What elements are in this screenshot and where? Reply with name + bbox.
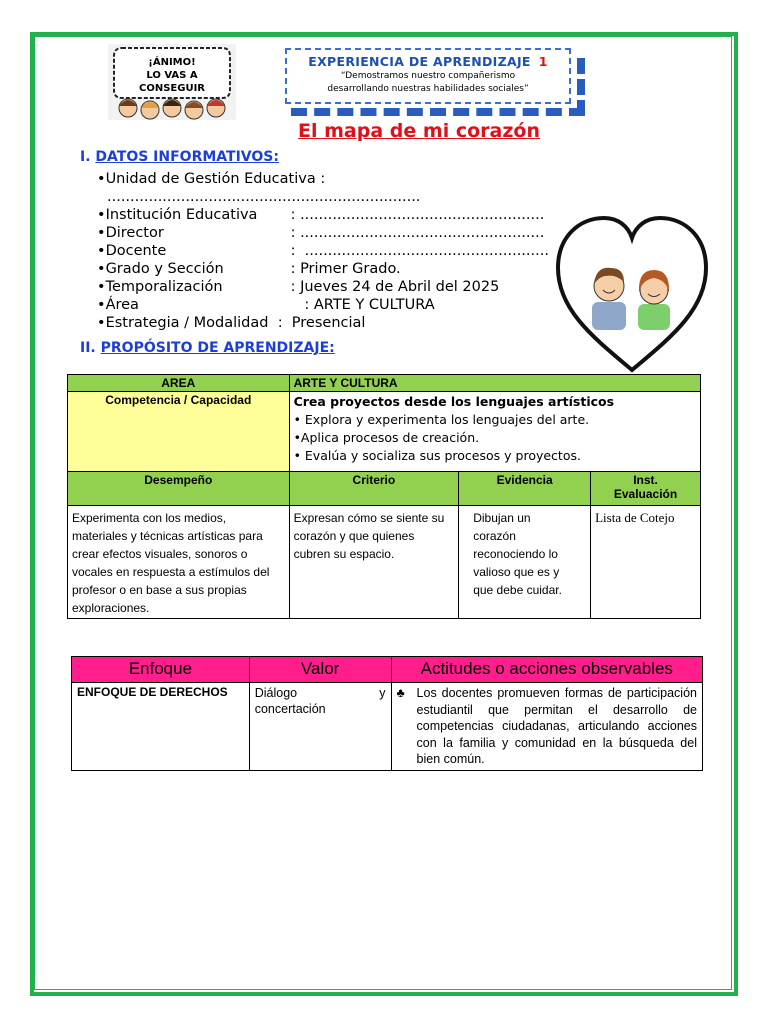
experience-title: EXPERIENCIA DE APRENDIZAJE 1 [308, 54, 548, 69]
competencia-label: Competencia / Capacidad [68, 392, 290, 472]
actitud-text: Los docentes promueven formas de participación estudiantil que permitan el desarrollo de competencias ciudadanas, articulando acciones con la familia y comunidad en la búsqueda del bien común. [416, 686, 697, 766]
capacity-item: • Evalúa y socializa sus procesos y proyectos. [293, 448, 581, 463]
header-evidencia: Evidencia [459, 472, 591, 506]
area-label: AREA [68, 375, 290, 392]
experience-number: 1 [538, 54, 548, 69]
proposito-table [67, 374, 701, 619]
enfoque-table [71, 656, 703, 771]
section-heading-proposito: II. PROPÓSITO DE APRENDIZAJE: [80, 340, 335, 356]
header-enfoque: Enfoque [72, 657, 250, 683]
badge-line-2: LO VAS A [146, 70, 198, 81]
capacity-item: •Aplica procesos de creación. [293, 430, 480, 445]
enfoque-cell: ENFOQUE DE DERECHOS [72, 683, 250, 771]
encouragement-badge [108, 44, 236, 120]
info-item-institucion: •Institución Educativa : ..................................................... [97, 207, 545, 223]
header-actitudes: Actitudes o acciones observables [391, 657, 702, 683]
info-item-temporalizacion: •Temporalización : Jueves 24 de Abril del 2025 [97, 279, 500, 295]
heart-friends-illustration [554, 210, 710, 378]
experience-subtitle-2: desarrollando nuestras habilidades sociales” [327, 84, 529, 94]
club-bullet-icon: ♣ [396, 686, 405, 700]
experience-subtitle-1: “Demostramos nuestro compañerismo [340, 71, 516, 81]
criterio-cell: Expresan cómo se siente su corazón y que quienes cubren su espacio. [289, 506, 459, 619]
experience-box [285, 48, 571, 104]
info-item-unidad: •Unidad de Gestión Educativa : [97, 171, 326, 187]
header-valor: Valor [249, 657, 391, 683]
info-item-docente: •Docente : ..................................................... [97, 243, 549, 259]
header-criterio: Criterio [289, 472, 459, 506]
info-unidad-dots: .................................................................... [107, 189, 421, 205]
info-item-area: •Área : ARTE Y CULTURA [97, 297, 435, 313]
section-heading-datos: I. DATOS INFORMATIVOS: [80, 149, 279, 165]
actitudes-cell [391, 683, 702, 771]
badge-line-3: CONSEGUIR [139, 83, 205, 94]
page-title: El mapa de mi corazón [298, 120, 540, 142]
header-instrumento: Inst. Evaluación [591, 472, 701, 506]
info-item-director: •Director : ..................................................... [97, 225, 545, 241]
competencia-cell [289, 392, 700, 472]
info-item-grado: •Grado y Sección : Primer Grado. [97, 261, 401, 277]
header-desempeno: Desempeño [68, 472, 290, 506]
desempeno-cell: Experimenta con los medios, materiales y técnicas artísticas para crear efectos visuales, sonoros o vocales en respuesta a estímulos del profesor o en base a sus propias exploraciones. [68, 506, 290, 619]
valor-cell: Diálogo y concertación [249, 683, 391, 771]
competencia-title: Crea proyectos desde los lenguajes artísticos [293, 394, 615, 409]
info-item-estrategia: •Estrategia / Modalidad : Presencial [97, 315, 366, 331]
capacity-item: • Explora y experimenta los lenguajes del arte. [293, 412, 590, 427]
badge-line-1: ¡ÁNIMO! [148, 57, 196, 68]
area-value: ARTE Y CULTURA [289, 375, 700, 392]
evidencia-cell: Dibujan un corazón reconociendo lo valioso que es y que debe cuidar. [459, 506, 591, 619]
instrumento-cell: Lista de Cotejo [591, 506, 701, 619]
